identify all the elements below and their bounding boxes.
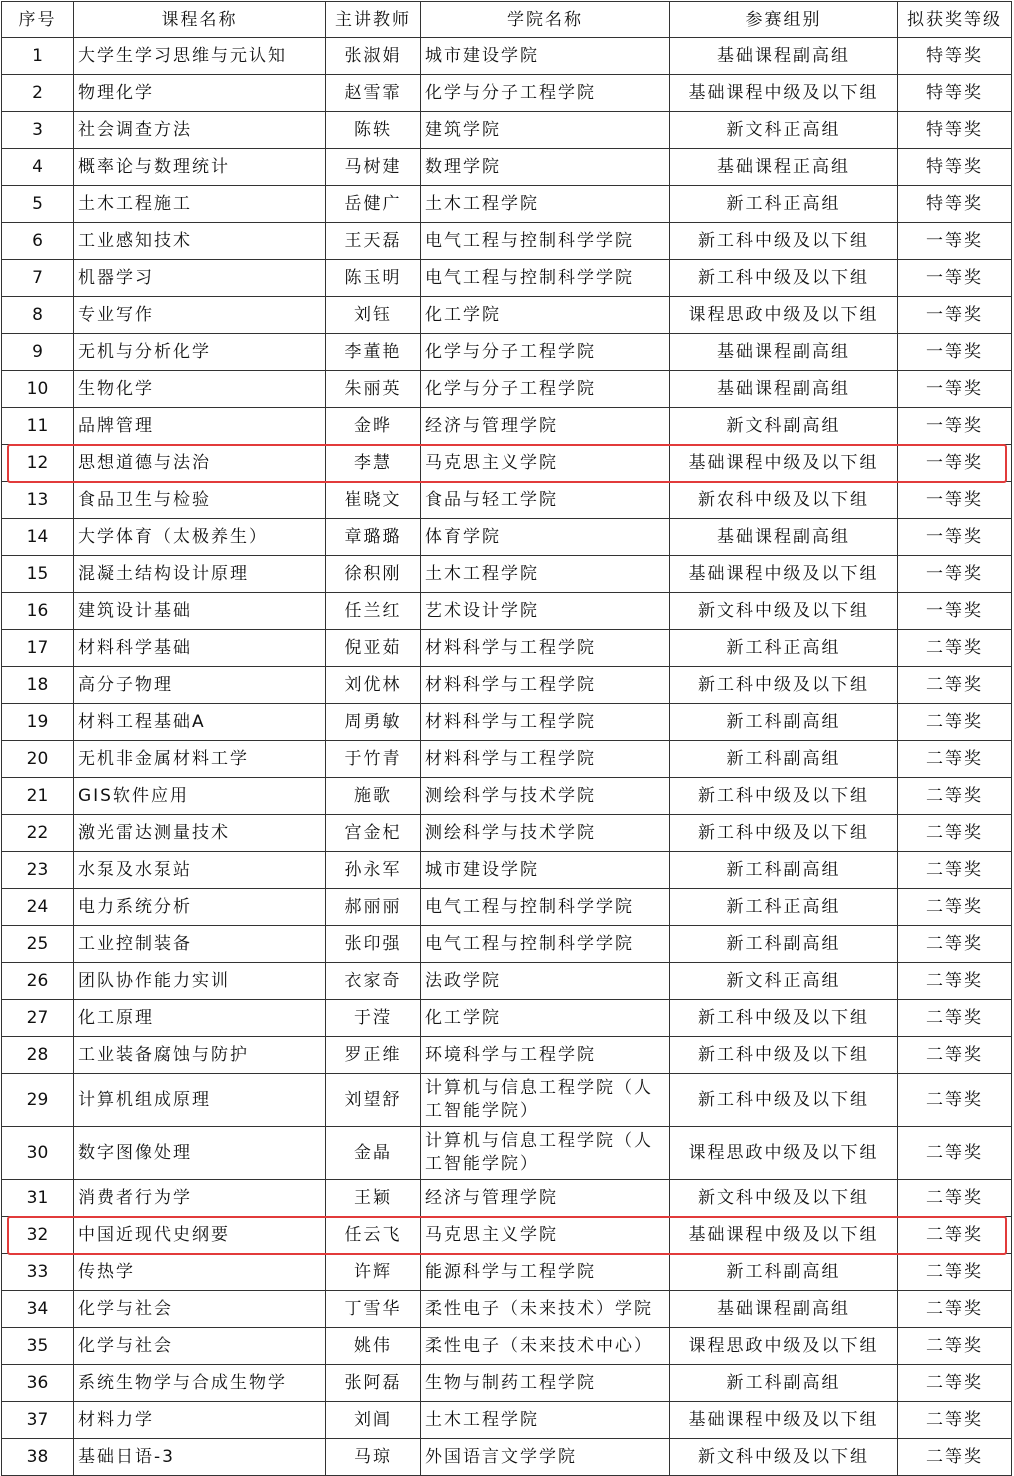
table-row [2,223,1012,260]
table-body [2,38,1012,1476]
cell-group: 基础课程中级及以下组 [670,556,898,593]
cell-college: 城市建设学院 [421,852,670,889]
cell-college: 电气工程与控制科学学院 [421,260,670,297]
cell-group: 新工科正高组 [670,889,898,926]
cell-award: 二等奖 [898,1000,1012,1037]
table-row [2,667,1012,704]
cell-college: 生物与制药工程学院 [421,1365,670,1402]
cell-course: 水泵及水泵站 [74,852,326,889]
cell-teacher: 刘阊 [326,1402,421,1439]
cell-award: 一等奖 [898,482,1012,519]
table-row [2,482,1012,519]
cell-group: 新工科中级及以下组 [670,778,898,815]
cell-group: 新工科中级及以下组 [670,260,898,297]
cell-award: 二等奖 [898,852,1012,889]
cell-group: 基础课程中级及以下组 [670,445,898,482]
table-row [2,1328,1012,1365]
cell-college: 土木工程学院 [421,556,670,593]
cell-group: 新工科正高组 [670,630,898,667]
cell-course: 材料工程基础A [74,704,326,741]
cell-award: 二等奖 [898,926,1012,963]
cell-group: 新工科正高组 [670,186,898,223]
cell-teacher: 张印强 [326,926,421,963]
cell-teacher: 陈轶 [326,112,421,149]
table-row [2,75,1012,112]
cell-group: 新文科正高组 [670,963,898,1000]
cell-award: 二等奖 [898,1217,1012,1254]
cell-teacher: 刘优林 [326,667,421,704]
cell-group: 基础课程中级及以下组 [670,75,898,112]
cell-award: 二等奖 [898,1074,1012,1127]
cell-college: 材料科学与工程学院 [421,630,670,667]
cell-index: 21 [2,778,74,815]
cell-teacher: 金晶 [326,1127,421,1180]
cell-award: 二等奖 [898,1365,1012,1402]
cell-index: 33 [2,1254,74,1291]
table-row [2,38,1012,75]
cell-teacher: 孙永军 [326,852,421,889]
cell-course: 工业装备腐蚀与防护 [74,1037,326,1074]
table-row [2,1439,1012,1476]
cell-award: 特等奖 [898,75,1012,112]
cell-award: 二等奖 [898,1254,1012,1291]
table-row [2,593,1012,630]
table-row [2,1127,1012,1180]
cell-index: 16 [2,593,74,630]
table-row [2,149,1012,186]
cell-teacher: 张阿磊 [326,1365,421,1402]
cell-college: 化学与分子工程学院 [421,334,670,371]
cell-group: 基础课程中级及以下组 [670,1402,898,1439]
cell-course: 化工原理 [74,1000,326,1037]
cell-award: 二等奖 [898,1291,1012,1328]
table-row [2,334,1012,371]
cell-award: 二等奖 [898,1402,1012,1439]
cell-course: 土木工程施工 [74,186,326,223]
cell-course: 社会调查方法 [74,112,326,149]
cell-award: 特等奖 [898,38,1012,75]
cell-course: 品牌管理 [74,408,326,445]
cell-index: 19 [2,704,74,741]
table-row [2,371,1012,408]
cell-course: 工业感知技术 [74,223,326,260]
cell-award: 一等奖 [898,334,1012,371]
table-row [2,630,1012,667]
cell-teacher: 施歌 [326,778,421,815]
cell-index: 3 [2,112,74,149]
table-row [2,519,1012,556]
cell-teacher: 金晔 [326,408,421,445]
cell-award: 特等奖 [898,112,1012,149]
cell-college: 马克思主义学院 [421,1217,670,1254]
cell-teacher: 许辉 [326,1254,421,1291]
cell-teacher: 李董艳 [326,334,421,371]
cell-teacher: 王天磊 [326,223,421,260]
cell-award: 一等奖 [898,371,1012,408]
cell-group: 新文科中级及以下组 [670,1180,898,1217]
cell-group: 新工科副高组 [670,741,898,778]
cell-award: 二等奖 [898,1439,1012,1476]
cell-teacher: 刘望舒 [326,1074,421,1127]
cell-index: 37 [2,1402,74,1439]
cell-college: 经济与管理学院 [421,408,670,445]
cell-college: 化工学院 [421,1000,670,1037]
cell-course: 激光雷达测量技术 [74,815,326,852]
table-row [2,112,1012,149]
header-teacher: 主讲教师 [326,2,421,38]
cell-index: 23 [2,852,74,889]
cell-index: 24 [2,889,74,926]
cell-group: 基础课程正高组 [670,149,898,186]
cell-index: 13 [2,482,74,519]
cell-teacher: 李慧 [326,445,421,482]
cell-course: 混凝土结构设计原理 [74,556,326,593]
cell-index: 26 [2,963,74,1000]
cell-teacher: 赵雪霏 [326,75,421,112]
cell-index: 36 [2,1365,74,1402]
cell-award: 二等奖 [898,889,1012,926]
cell-college: 城市建设学院 [421,38,670,75]
table-row [2,889,1012,926]
cell-course: 物理化学 [74,75,326,112]
cell-teacher: 衣家奇 [326,963,421,1000]
awards-table [1,1,1012,1476]
cell-index: 15 [2,556,74,593]
table-row [2,1217,1012,1254]
cell-teacher: 张淑娟 [326,38,421,75]
cell-teacher: 罗正维 [326,1037,421,1074]
cell-course: 基础日语-3 [74,1439,326,1476]
header-group: 参赛组别 [670,2,898,38]
cell-group: 新文科正高组 [670,112,898,149]
cell-teacher: 朱丽英 [326,371,421,408]
cell-teacher: 丁雪华 [326,1291,421,1328]
cell-index: 22 [2,815,74,852]
cell-course: 系统生物学与合成生物学 [74,1365,326,1402]
cell-college: 环境科学与工程学院 [421,1037,670,1074]
cell-teacher: 周勇敏 [326,704,421,741]
cell-college: 电气工程与控制科学学院 [421,223,670,260]
cell-index: 20 [2,741,74,778]
cell-award: 二等奖 [898,630,1012,667]
cell-award: 一等奖 [898,223,1012,260]
cell-teacher: 任兰红 [326,593,421,630]
cell-award: 一等奖 [898,297,1012,334]
cell-college: 建筑学院 [421,112,670,149]
cell-group: 新工科副高组 [670,926,898,963]
cell-college: 体育学院 [421,519,670,556]
table-row [2,556,1012,593]
cell-group: 新工科中级及以下组 [670,1037,898,1074]
cell-index: 5 [2,186,74,223]
cell-college: 化工学院 [421,297,670,334]
cell-teacher: 任云飞 [326,1217,421,1254]
cell-award: 特等奖 [898,186,1012,223]
cell-college: 马克思主义学院 [421,445,670,482]
table-row [2,1037,1012,1074]
cell-teacher: 徐积刚 [326,556,421,593]
header-course: 课程名称 [74,2,326,38]
cell-course: 数字图像处理 [74,1127,326,1180]
cell-course: 工业控制装备 [74,926,326,963]
table-row [2,1000,1012,1037]
cell-college: 土木工程学院 [421,1402,670,1439]
table-row [2,1402,1012,1439]
cell-award: 二等奖 [898,963,1012,1000]
cell-college: 外国语言文学学院 [421,1439,670,1476]
table-row [2,260,1012,297]
cell-group: 基础课程中级及以下组 [670,1217,898,1254]
cell-award: 一等奖 [898,445,1012,482]
cell-group: 基础课程副高组 [670,371,898,408]
cell-teacher: 马琼 [326,1439,421,1476]
cell-award: 一等奖 [898,260,1012,297]
cell-course: 无机非金属材料工学 [74,741,326,778]
cell-course: 材料科学基础 [74,630,326,667]
cell-course: 无机与分析化学 [74,334,326,371]
table-row [2,186,1012,223]
cell-course: 化学与社会 [74,1291,326,1328]
cell-award: 二等奖 [898,667,1012,704]
cell-college: 食品与轻工学院 [421,482,670,519]
cell-college: 化学与分子工程学院 [421,75,670,112]
cell-index: 30 [2,1127,74,1180]
cell-group: 新工科副高组 [670,852,898,889]
cell-course: 大学生学习思维与元认知 [74,38,326,75]
cell-award: 一等奖 [898,519,1012,556]
table-row [2,926,1012,963]
cell-teacher: 宫金杞 [326,815,421,852]
cell-index: 10 [2,371,74,408]
table-row [2,1365,1012,1402]
cell-group: 新工科中级及以下组 [670,1000,898,1037]
cell-group: 课程思政中级及以下组 [670,1127,898,1180]
cell-index: 1 [2,38,74,75]
header-index: 序号 [2,2,74,38]
cell-group: 新文科中级及以下组 [670,1439,898,1476]
cell-college: 材料科学与工程学院 [421,667,670,704]
cell-course: 生物化学 [74,371,326,408]
cell-group: 新工科中级及以下组 [670,667,898,704]
cell-college: 柔性电子（未来技术）学院 [421,1291,670,1328]
cell-teacher: 崔晓文 [326,482,421,519]
cell-index: 18 [2,667,74,704]
cell-teacher: 岳健广 [326,186,421,223]
cell-college: 电气工程与控制科学学院 [421,889,670,926]
table-row [2,963,1012,1000]
cell-college: 化学与分子工程学院 [421,371,670,408]
cell-teacher: 于滢 [326,1000,421,1037]
cell-index: 25 [2,926,74,963]
cell-teacher: 章璐璐 [326,519,421,556]
cell-award: 二等奖 [898,1180,1012,1217]
table-row [2,445,1012,482]
cell-course: 传热学 [74,1254,326,1291]
cell-college: 数理学院 [421,149,670,186]
cell-index: 12 [2,445,74,482]
cell-award: 一等奖 [898,593,1012,630]
cell-teacher: 王颖 [326,1180,421,1217]
cell-teacher: 陈玉明 [326,260,421,297]
cell-course: GIS软件应用 [74,778,326,815]
table-row [2,815,1012,852]
cell-index: 34 [2,1291,74,1328]
cell-college: 测绘科学与技术学院 [421,815,670,852]
cell-college: 材料科学与工程学院 [421,741,670,778]
table-row [2,1254,1012,1291]
cell-group: 新工科副高组 [670,704,898,741]
cell-index: 4 [2,149,74,186]
cell-award: 二等奖 [898,704,1012,741]
cell-index: 2 [2,75,74,112]
cell-course: 材料力学 [74,1402,326,1439]
cell-college: 能源科学与工程学院 [421,1254,670,1291]
cell-college: 艺术设计学院 [421,593,670,630]
cell-index: 31 [2,1180,74,1217]
cell-course: 高分子物理 [74,667,326,704]
cell-group: 新文科副高组 [670,408,898,445]
cell-award: 二等奖 [898,741,1012,778]
cell-group: 新工科中级及以下组 [670,223,898,260]
cell-college: 测绘科学与技术学院 [421,778,670,815]
cell-group: 新工科副高组 [670,1254,898,1291]
cell-group: 新农科中级及以下组 [670,482,898,519]
cell-group: 课程思政中级及以下组 [670,1328,898,1365]
cell-teacher: 姚伟 [326,1328,421,1365]
cell-award: 二等奖 [898,1127,1012,1180]
header-award: 拟获奖等级 [898,2,1012,38]
table-row [2,1291,1012,1328]
cell-course: 电力系统分析 [74,889,326,926]
cell-college: 土木工程学院 [421,186,670,223]
cell-course: 化学与社会 [74,1328,326,1365]
cell-college: 材料科学与工程学院 [421,704,670,741]
cell-index: 27 [2,1000,74,1037]
cell-college: 计算机与信息工程学院（人工智能学院） [421,1127,670,1180]
cell-course: 思想道德与法治 [74,445,326,482]
cell-college: 电气工程与控制科学学院 [421,926,670,963]
cell-group: 新工科中级及以下组 [670,815,898,852]
cell-index: 17 [2,630,74,667]
table-row [2,1180,1012,1217]
cell-award: 二等奖 [898,1037,1012,1074]
cell-group: 基础课程副高组 [670,1291,898,1328]
cell-course: 机器学习 [74,260,326,297]
cell-index: 38 [2,1439,74,1476]
cell-index: 11 [2,408,74,445]
table-row [2,741,1012,778]
cell-group: 基础课程副高组 [670,519,898,556]
cell-index: 29 [2,1074,74,1127]
table-row [2,1074,1012,1127]
cell-award: 二等奖 [898,1328,1012,1365]
cell-course: 大学体育（太极养生） [74,519,326,556]
cell-index: 6 [2,223,74,260]
cell-award: 一等奖 [898,556,1012,593]
cell-group: 新工科中级及以下组 [670,1074,898,1127]
cell-index: 28 [2,1037,74,1074]
cell-course: 建筑设计基础 [74,593,326,630]
cell-group: 课程思政中级及以下组 [670,297,898,334]
cell-index: 9 [2,334,74,371]
cell-index: 7 [2,260,74,297]
cell-award: 一等奖 [898,408,1012,445]
cell-index: 35 [2,1328,74,1365]
table-row [2,297,1012,334]
cell-index: 32 [2,1217,74,1254]
cell-college: 计算机与信息工程学院（人工智能学院） [421,1074,670,1127]
cell-teacher: 刘钰 [326,297,421,334]
cell-award: 二等奖 [898,815,1012,852]
cell-course: 概率论与数理统计 [74,149,326,186]
cell-teacher: 倪亚茹 [326,630,421,667]
cell-index: 14 [2,519,74,556]
cell-course: 团队协作能力实训 [74,963,326,1000]
cell-course: 计算机组成原理 [74,1074,326,1127]
cell-college: 柔性电子（未来技术中心） [421,1328,670,1365]
header-college: 学院名称 [421,2,670,38]
cell-course: 中国近现代史纲要 [74,1217,326,1254]
cell-course: 消费者行为学 [74,1180,326,1217]
cell-college: 法政学院 [421,963,670,1000]
table-row [2,778,1012,815]
cell-teacher: 郝丽丽 [326,889,421,926]
table-row [2,704,1012,741]
header-row [2,2,1012,38]
table-row [2,852,1012,889]
cell-group: 新工科副高组 [670,1365,898,1402]
cell-group: 新文科中级及以下组 [670,593,898,630]
cell-teacher: 马树建 [326,149,421,186]
cell-award: 特等奖 [898,149,1012,186]
cell-college: 经济与管理学院 [421,1180,670,1217]
cell-group: 基础课程副高组 [670,334,898,371]
cell-group: 基础课程副高组 [670,38,898,75]
cell-award: 二等奖 [898,778,1012,815]
table-row [2,408,1012,445]
cell-index: 8 [2,297,74,334]
cell-course: 专业写作 [74,297,326,334]
cell-teacher: 于竹青 [326,741,421,778]
cell-course: 食品卫生与检验 [74,482,326,519]
